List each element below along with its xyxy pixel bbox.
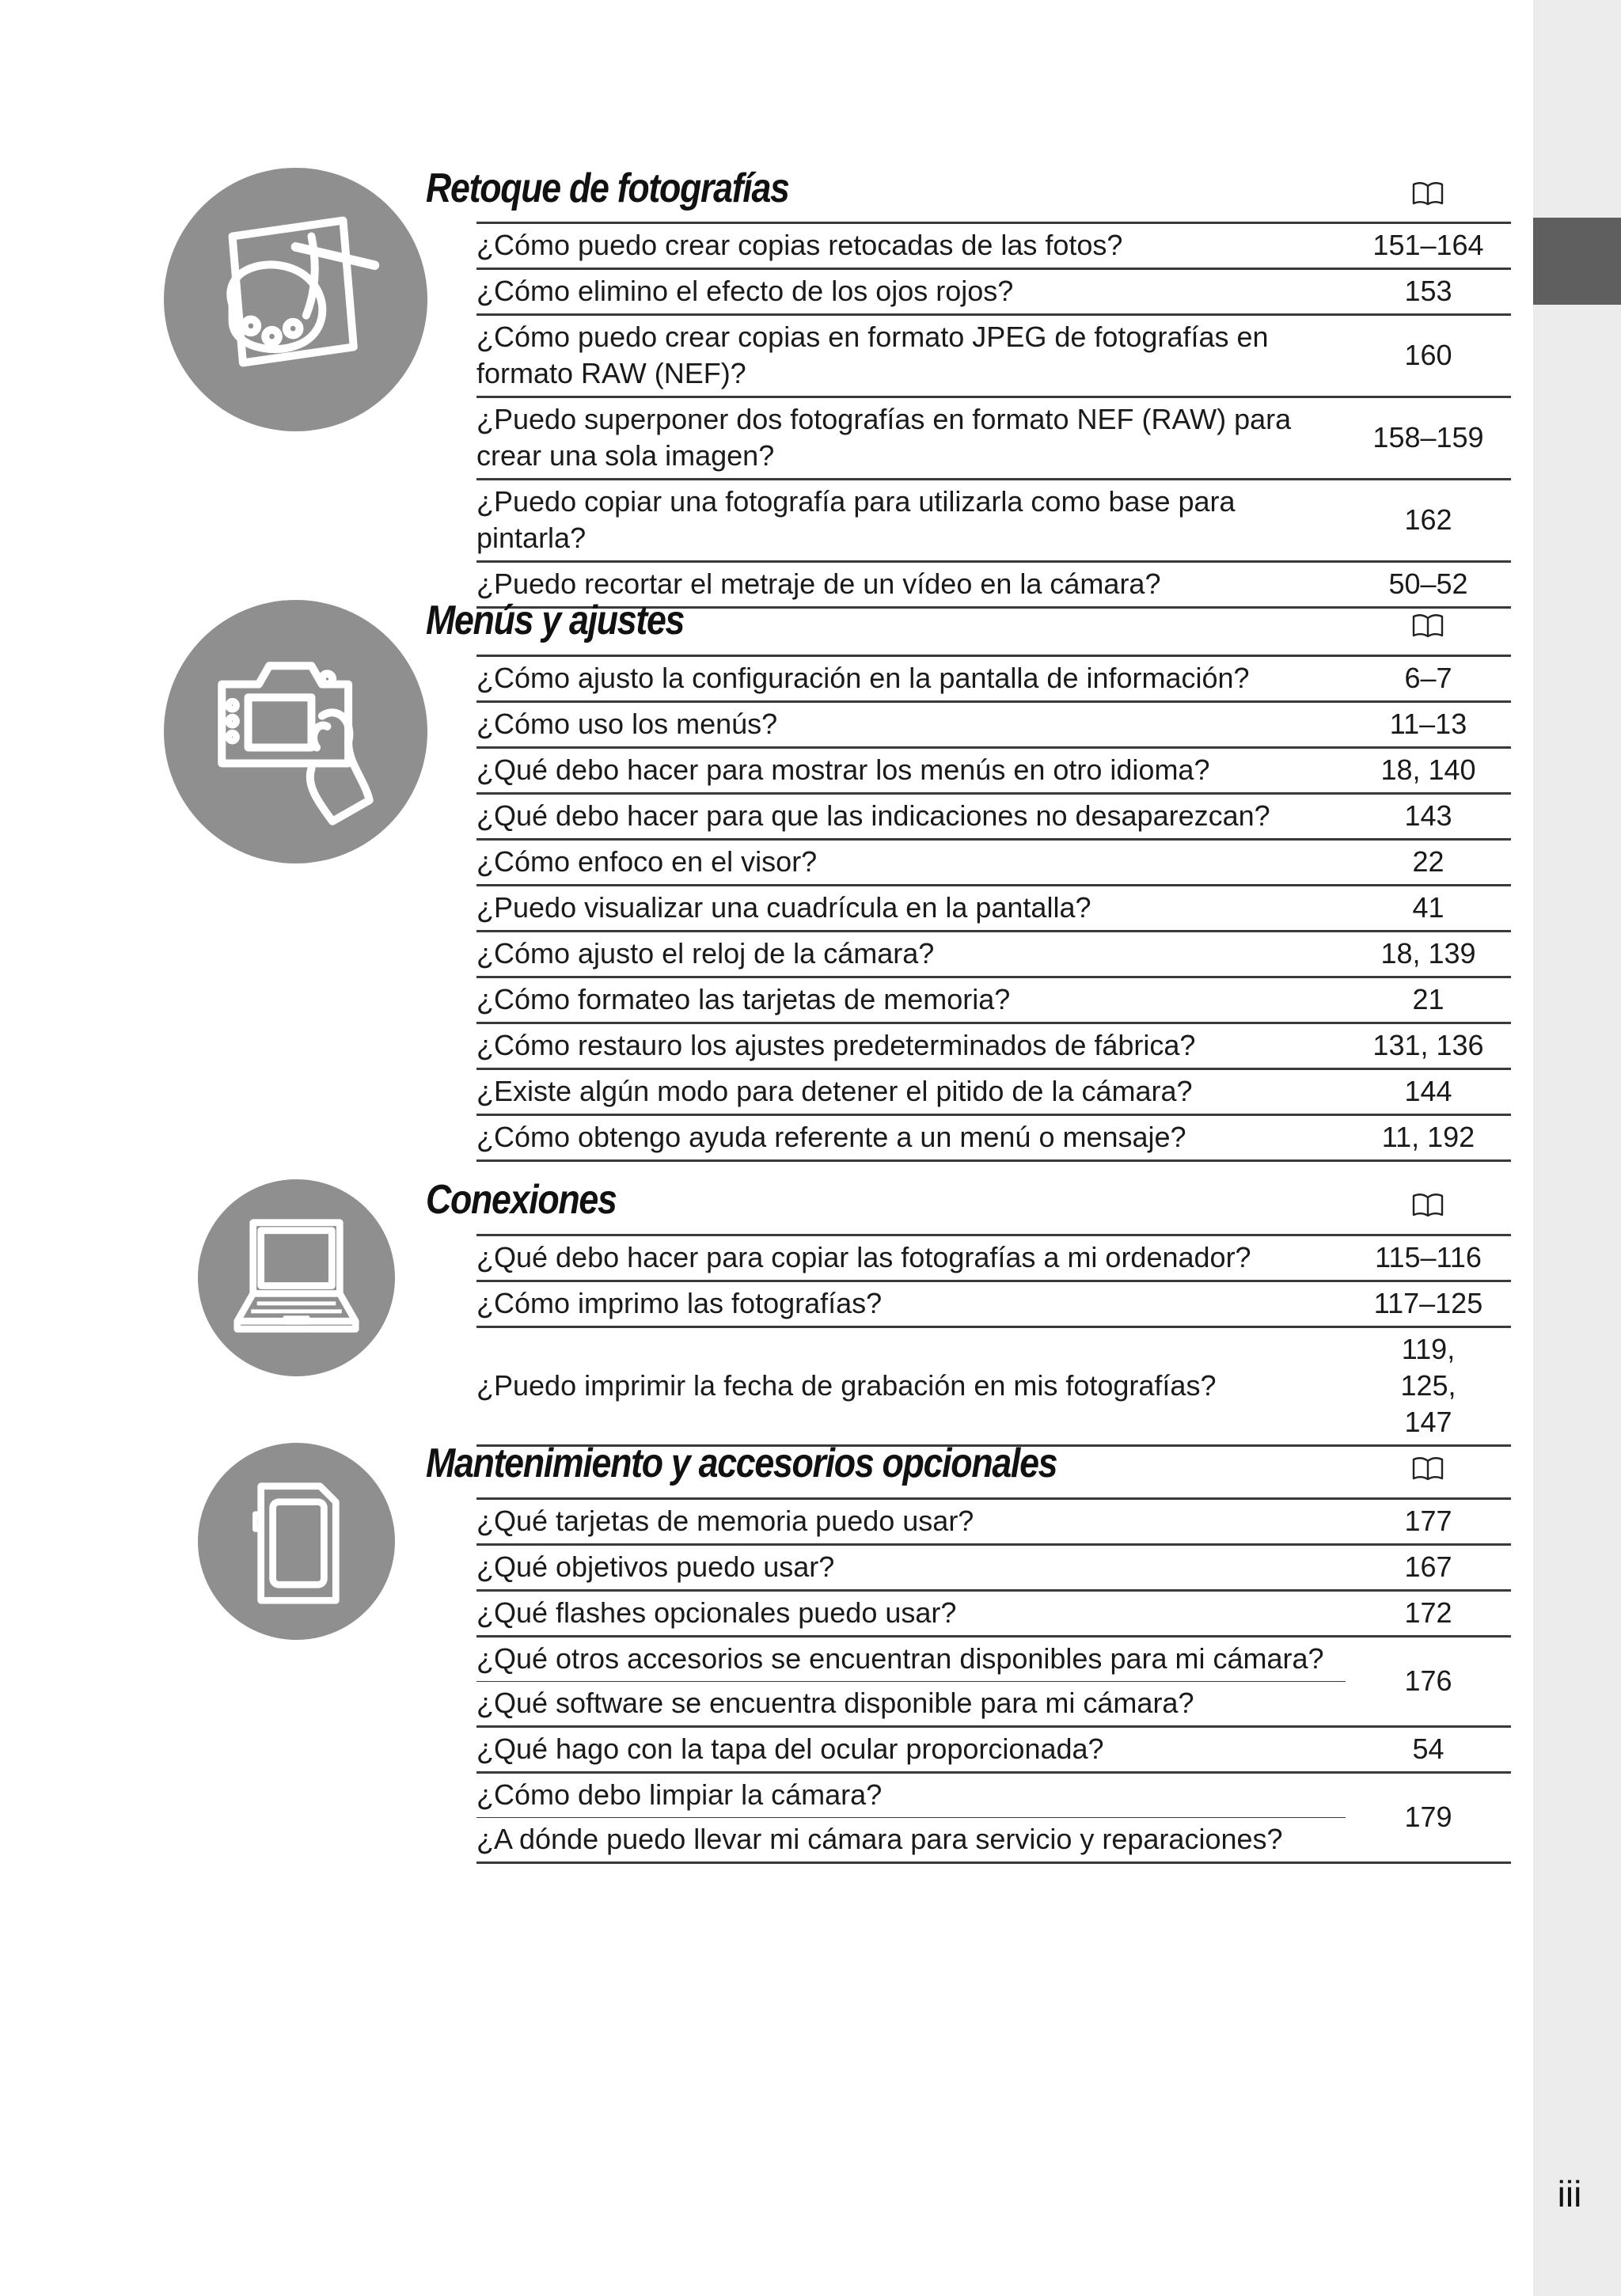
question-text: ¿Qué otros accesorios se encuentran disponibles para mi cámara? [476,1637,1346,1682]
page-ref-link[interactable]: 172 [1346,1591,1511,1637]
question-text: ¿Cómo puedo crear copias retocadas de las fotos? [476,223,1346,269]
memory-card-icon [198,1443,395,1640]
question-text: ¿Qué hago con la tapa del ocular proporcionada? [476,1727,1346,1773]
table-row [476,1023,1511,1069]
page-ref-link[interactable]: 131, 136 [1346,1023,1511,1069]
page-ref-link[interactable]: 115–116 [1346,1235,1511,1281]
page-ref-link[interactable]: 151–164 [1346,223,1511,269]
question-text: ¿Puedo imprimir la fecha de grabación en mis fotografías? [476,1327,1346,1446]
book-page-ref-icon [1411,180,1444,207]
question-text: ¿Qué debo hacer para mostrar los menús en otro idioma? [476,748,1346,794]
question-text: ¿Puedo recortar el metraje de un vídeo en la cámara? [476,562,1346,608]
page-ref-link[interactable]: 54 [1346,1727,1511,1773]
page-ref-link[interactable]: 11–13 [1346,702,1511,748]
table-row [476,794,1511,840]
chapter-tab [1533,218,1621,305]
question-text: ¿Cómo enfoco en el visor? [476,840,1346,886]
table-row [476,1235,1511,1281]
question-text: ¿Cómo ajusto la configuración en la pantalla de información? [476,656,1346,702]
question-table [476,1234,1511,1447]
page-ref-link[interactable]: 41 [1346,886,1511,932]
table-row [476,932,1511,977]
question-text: ¿Cómo obtengo ayuda referente a un menú o mensaje? [476,1115,1346,1161]
table-row [476,223,1511,269]
question-text: ¿Existe algún modo para detener el pitido de la cámara? [476,1069,1346,1115]
table-row [476,656,1511,702]
question-text: ¿Cómo puedo crear copias en formato JPEG de fotografías en formato RAW (NEF)? [476,315,1346,397]
side-margin-band [1533,0,1621,2296]
table-row [476,397,1511,480]
camera-menu-icon [164,600,427,863]
table-row [476,702,1511,748]
page-ref-link[interactable]: 22 [1346,840,1511,886]
question-text: ¿Qué tarjetas de memoria puedo usar? [476,1499,1346,1545]
question-text: ¿Puedo visualizar una cuadrícula en la pantalla? [476,886,1346,932]
page-ref-link[interactable]: 21 [1346,977,1511,1023]
section-title: Mantenimiento y accesorios opcionales [426,1440,1057,1486]
table-row [476,1637,1511,1682]
page-ref-link[interactable]: 160 [1346,315,1511,397]
question-text: ¿Qué objetivos puedo usar? [476,1545,1346,1591]
question-text: ¿Cómo ajusto el reloj de la cámara? [476,932,1346,977]
section-title: Menús y ajustes [426,598,685,643]
page-ref-link[interactable]: 18, 139 [1346,932,1511,977]
book-page-ref-icon [1411,1455,1444,1482]
question-text: ¿Cómo imprimo las fotografías? [476,1281,1346,1327]
table-row [476,269,1511,315]
question-text: ¿Cómo elimino el efecto de los ojos rojos? [476,269,1346,315]
book-page-ref-icon [1411,612,1444,639]
page-ref-link[interactable]: 119, 125, 147 [1346,1327,1511,1446]
page-ref-link[interactable]: 117–125 [1346,1281,1511,1327]
page-ref-link[interactable]: 167 [1346,1545,1511,1591]
question-text: ¿Qué software se encuentra disponible para mi cámara? [476,1682,1346,1727]
question-text: ¿Puedo superponer dos fotografías en formato NEF (RAW) para crear una sola imagen? [476,397,1346,480]
table-row [476,1545,1511,1591]
table-row [476,1115,1511,1161]
page-ref-link[interactable]: 11, 192 [1346,1115,1511,1161]
page-ref-link[interactable]: 50–52 [1346,562,1511,608]
page-ref-link[interactable]: 162 [1346,480,1511,562]
photo-retouch-icon [164,168,427,431]
question-text: ¿Cómo formateo las tarjetas de memoria? [476,977,1346,1023]
question-text: ¿Cómo restauro los ajustes predeterminados de fábrica? [476,1023,1346,1069]
table-row [476,1069,1511,1115]
page-ref-link[interactable]: 143 [1346,794,1511,840]
page-ref-link[interactable]: 6–7 [1346,656,1511,702]
table-row [476,1281,1511,1327]
table-row [476,1499,1511,1545]
page-ref-link[interactable]: 176 [1346,1637,1511,1727]
question-table [476,222,1511,609]
table-row [476,748,1511,794]
table-row [476,840,1511,886]
laptop-icon [198,1179,395,1376]
table-row [476,315,1511,397]
table-row [476,886,1511,932]
book-page-ref-icon [1411,1191,1444,1218]
page-ref-link[interactable]: 18, 140 [1346,748,1511,794]
table-row [476,977,1511,1023]
question-text: ¿Qué debo hacer para copiar las fotografías a mi ordenador? [476,1235,1346,1281]
table-row [476,1773,1511,1818]
table-row [476,1327,1511,1446]
section-title: Retoque de fotografías [426,165,789,211]
question-table [476,1497,1511,1864]
question-text: ¿Puedo copiar una fotografía para utilizarla como base para pintarla? [476,480,1346,562]
question-table [476,655,1511,1162]
page-ref-link[interactable]: 177 [1346,1499,1511,1545]
question-text: ¿Qué flashes opcionales puedo usar? [476,1591,1346,1637]
page-ref-link[interactable]: 179 [1346,1773,1511,1863]
page-ref-link[interactable]: 158–159 [1346,397,1511,480]
table-row [476,1727,1511,1773]
page-ref-link[interactable]: 153 [1346,269,1511,315]
table-row [476,480,1511,562]
question-text: ¿Cómo debo limpiar la cámara? [476,1773,1346,1818]
section-title: Conexiones [426,1177,617,1223]
page-number: iii [1557,2173,1582,2214]
question-text: ¿Qué debo hacer para que las indicaciones no desaparezcan? [476,794,1346,840]
table-row [476,1591,1511,1637]
page-ref-link[interactable]: 144 [1346,1069,1511,1115]
question-text: ¿A dónde puedo llevar mi cámara para servicio y reparaciones? [476,1818,1346,1863]
question-text: ¿Cómo uso los menús? [476,702,1346,748]
